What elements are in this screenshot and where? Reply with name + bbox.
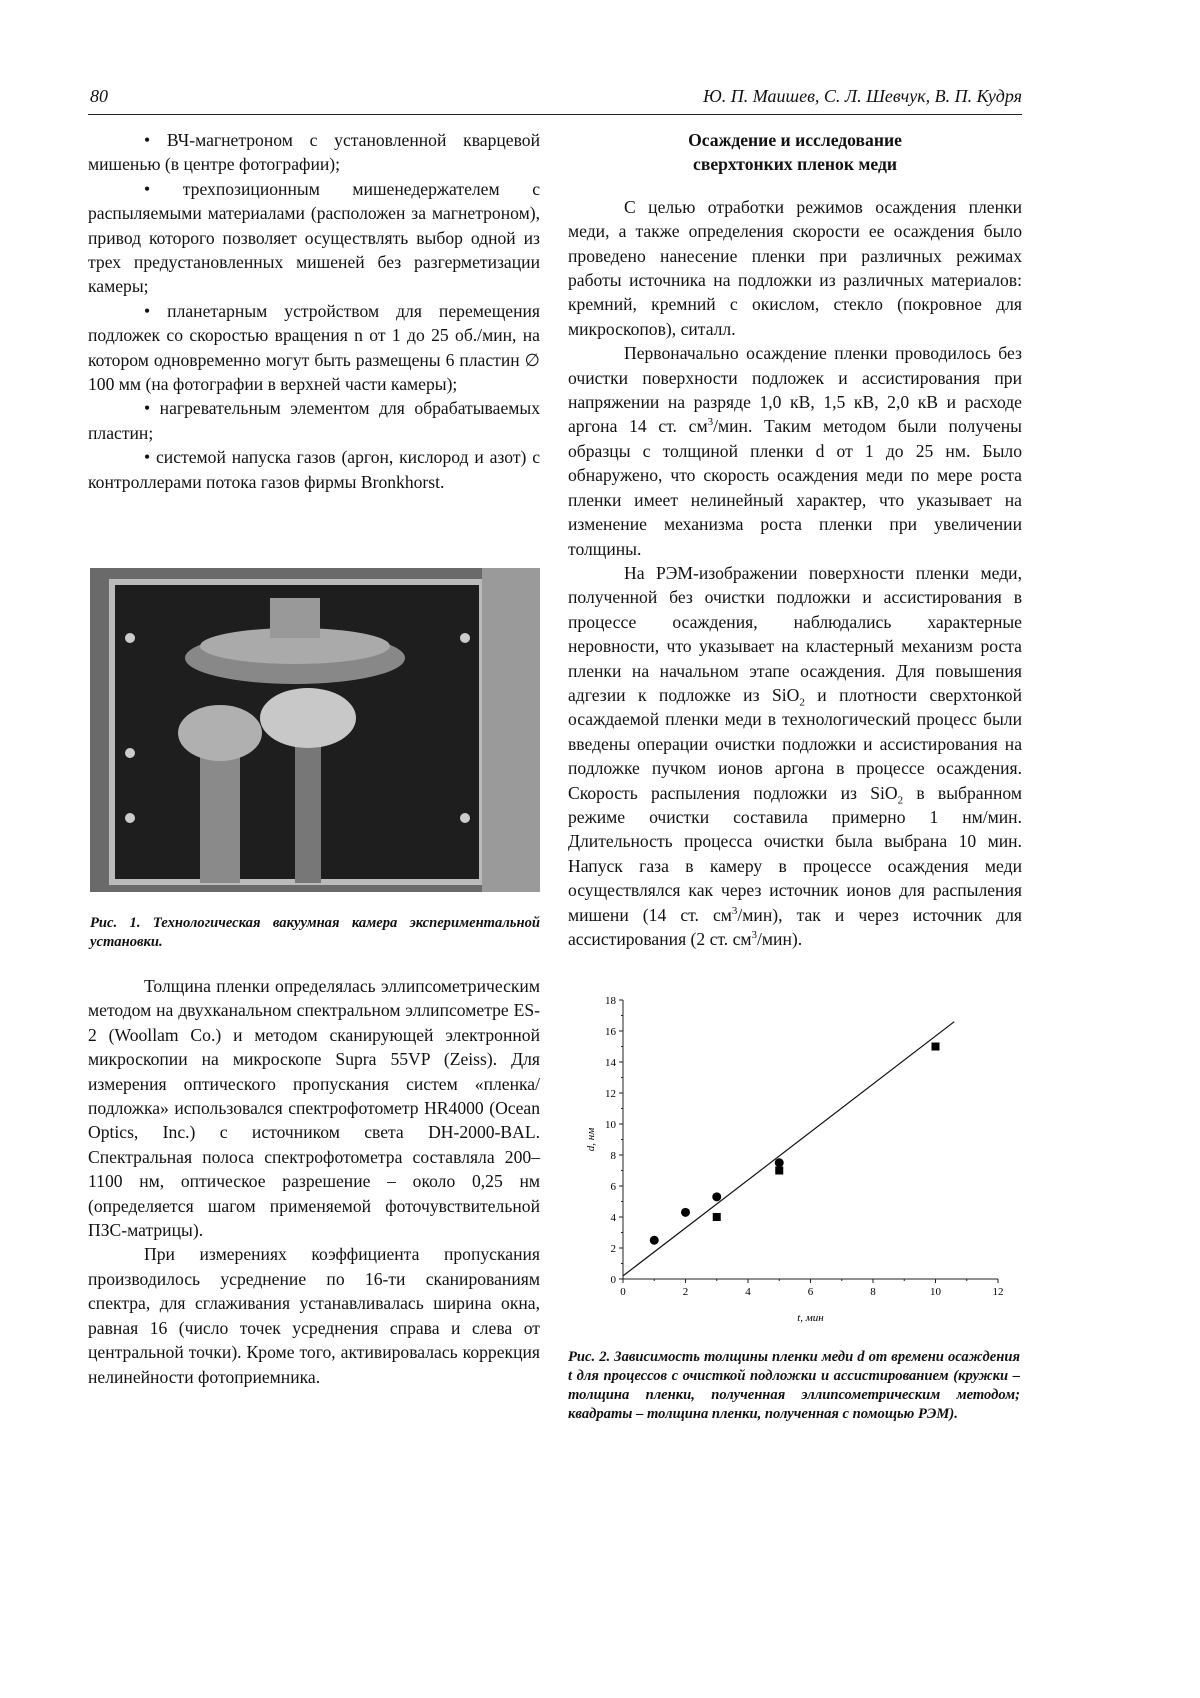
y-tick-label: 4 bbox=[610, 1212, 616, 1224]
data-point-circle bbox=[681, 1208, 690, 1217]
left-column bbox=[88, 128, 540, 494]
y-tick-label: 0 bbox=[610, 1274, 616, 1286]
page-header bbox=[88, 84, 1022, 115]
x-tick-label: 2 bbox=[682, 1286, 689, 1298]
bullet-item: • системой напуска газов (аргон, кислород и азот) с контроллерами потока газов фирмы Bronkhorst. bbox=[88, 445, 540, 494]
data-point-circle bbox=[650, 1236, 659, 1245]
paragraph: Первоначально осаждение пленки проводилось без очистки поверхности подложек и ассистирования при напряжении на разряде 1,0 кВ, 1,5 кВ, 2,0 кВ и расходе аргона 14 ст. $см^3$/мин. Таким методом были получены образцы с толщиной пленки d от 1 до 25 нм. Было обнаружено, что скорость осаждения меди по мере роста пленки имеет нелинейный характер, что указывает на изменение механизма роста пленки при увеличении толщины. bbox=[568, 343, 1022, 559]
x-tick-label: 12 bbox=[992, 1286, 1004, 1298]
x-axis-label: t, мин bbox=[797, 1312, 824, 1324]
paragraph: С целью отработки режимов осаждения пленки меди, а также определения скорости ее осаждения было проведено нанесение пленки при различных режимах работы источника на подложки из различных материалов: кремний, кремний с окислом, стекло (покровное для микроскопов), ситалл. bbox=[568, 196, 1022, 339]
figure-1-caption: Рис. 1. Технологическая вакуумная камера экспериментальной установки. bbox=[90, 915, 540, 950]
data-point-square bbox=[713, 1213, 721, 1221]
running-authors: Ю. П. Маишев, С. Л. Шевчук, В. П. Кудря bbox=[703, 86, 1022, 106]
x-tick-label: 0 bbox=[620, 1286, 626, 1298]
y-tick-label: 8 bbox=[610, 1150, 616, 1162]
paragraph: Толщина пленки определялась эллипсометрическим методом на двухканальном спектральном эллипсометре ES-2 (Woollam Co.) и методом сканирующей электронной микроскопии на микроскопе Supra 55VP (Zeiss). Для измерения оптического пропускания систем «пленка/подложка» использовался спектрофотометр HR4000 (Ocean Optics, Inc.) с источником света DH-2000-BAL. Спектральная полоса спектрофотометра составляла 200–1100 нм, оптическое разрешение – около 0,25 нм (определяется шагом применяемой фоточувствительной ПЗС-матрицы). bbox=[88, 976, 540, 1241]
figure-1-photo-vacuum-chamber bbox=[90, 568, 540, 892]
page-number: 80 bbox=[90, 86, 108, 106]
y-tick-label: 2 bbox=[610, 1243, 616, 1255]
y-axis-label: d, нм bbox=[585, 1127, 597, 1152]
figure-2-chart bbox=[580, 990, 1020, 1330]
data-point-circle bbox=[775, 1158, 784, 1167]
left-column-lower bbox=[88, 974, 540, 1389]
data-point-circle bbox=[712, 1192, 721, 1201]
fit-line bbox=[623, 1022, 954, 1276]
bullet-item: • планетарным устройством для перемещения подложек со скоростью вращения n от 1 до 25 об./мин, на котором одновременно могут быть размещены 6 пластин ∅ 100 мм (на фотографии в верхней части камеры); bbox=[88, 299, 540, 397]
x-tick-label: 8 bbox=[870, 1286, 876, 1298]
bullet-item: • нагревательным элементом для обрабатываемых пластин; bbox=[88, 396, 540, 445]
y-tick-label: 10 bbox=[605, 1119, 616, 1131]
y-tick-label: 16 bbox=[605, 1026, 616, 1038]
figure-2-caption: Рис. 2. Зависимость толщины пленки меди d от времени осаждения t для процессов с очисткой подложки и ассистированием (кружки – толщина пленки, полученная эллипсометрическим методом; квадраты – толщина пленки, полученная с помощью РЭМ). bbox=[568, 1349, 1020, 1422]
x-tick-label: 4 bbox=[745, 1286, 751, 1298]
section-title: Осаждение и исследование сверхтонких пленок меди bbox=[688, 130, 902, 175]
paragraph: При измерениях коэффициента пропускания производилось усреднение по 16-ти сканированиям спектра, для сглаживания устанавливалась ширина окна, равная 16 (число точек усреднения справа и слева от центральной точки). Кроме того, активировалась коррекция нелинейности фотоприемника. bbox=[88, 1244, 540, 1387]
x-tick-label: 10 bbox=[930, 1286, 941, 1298]
paragraph: На РЭМ-изображении поверхности пленки меди, полученной без очистки подложки и ассистирования в процессе осаждения, наблюдались характерные неровности, что указывает на кластерный механизм роста пленки на начальном этапе осаждения. Для повышения адгезии к подложке из SiO$_2$ и плотности сверхтонкой осаждаемой пленки меди в технологический процесс были введены операции очистки подложки и ассистирования на подложке пучком ионов аргона в процессе осаждения. Скорость распыления подложки из SiO$_2$ в выбранном режиме очистки составила примерно 1 нм/мин. Длительность процесса очистки была выбрана 10 мин. Напуск газа в камеру в процессе осаждения меди осуществлялся как через источник ионов для распыления мишени (14 ст. $см^3/мин$), так и через источник для ассистирования (2 ст. $см^3/мин$). bbox=[568, 562, 1023, 949]
y-tick-label: 18 bbox=[605, 995, 616, 1007]
y-tick-label: 6 bbox=[610, 1181, 616, 1193]
x-tick-label: 6 bbox=[807, 1286, 814, 1298]
data-point-square bbox=[932, 1043, 940, 1051]
bullet-item: • ВЧ-магнетроном с установленной кварцевой мишенью (в центре фотографии); bbox=[88, 128, 540, 177]
bullet-item: • трехпозиционным мишенедержателем с распыляемыми материалами (расположен за магнетроном), привод которого позволяет осуществлять выбор одной из трех предустановленных мишеней без разгерметизации камеры; bbox=[88, 177, 540, 299]
y-tick-label: 14 bbox=[605, 1057, 616, 1069]
data-point-square bbox=[775, 1167, 783, 1175]
right-column bbox=[568, 128, 1022, 951]
y-tick-label: 12 bbox=[605, 1088, 616, 1100]
